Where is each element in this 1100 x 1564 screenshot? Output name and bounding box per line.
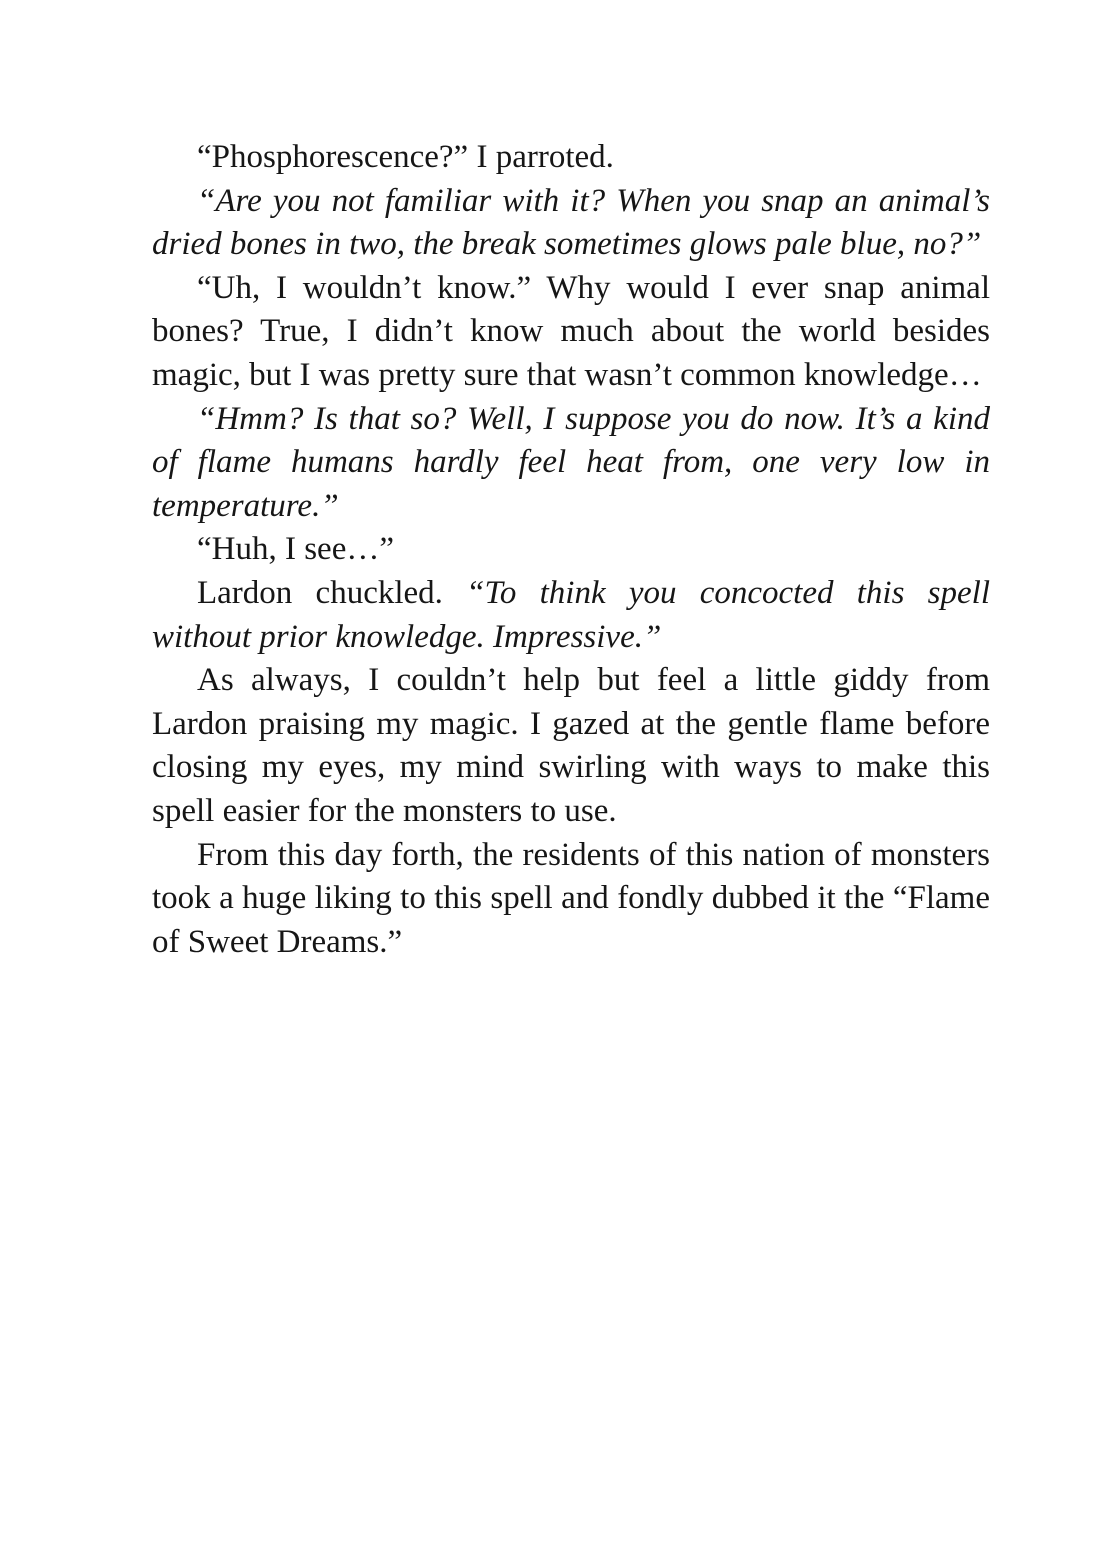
text-segment: “Are you not familiar with it? When you snap an animal’s dried bones in two, the break sometimes glows pale blue, no?”	[152, 182, 990, 263]
text-segment: “Hmm? Is that so? Well, I suppose you do now. It’s a kind of flame humans hardly feel heat from, one very low in temperature.”	[152, 400, 990, 524]
paragraph-3	[152, 267, 990, 398]
text-segment: As always, I couldn’t help but feel a little giddy from Lardon praising my magic. I gazed at the gentle flame before closing my eyes, my mind swirling with ways to make this spell easier for the monsters to use.	[152, 662, 990, 829]
text-segment: “Huh, I see…”	[197, 531, 395, 568]
text-segment: “Phosphorescence?” I parroted.	[197, 139, 614, 175]
paragraph-6	[152, 572, 990, 659]
paragraph-8	[152, 834, 990, 965]
text-segment: Lardon chuckled.	[197, 574, 467, 611]
text-segment: “Uh, I wouldn’t know.” Why would I ever snap animal bones? True, I didn’t know much about the world besides magic, but I was pretty sure that wasn’t common knowledge…	[152, 269, 990, 393]
paragraph-7	[152, 659, 990, 833]
text-segment: “To think you concocted this spell without prior knowledge. Impressive.”	[152, 574, 991, 655]
paragraph-4	[152, 398, 990, 529]
paragraph-1	[152, 136, 990, 180]
paragraph-5	[152, 528, 990, 572]
text-segment: From this day forth, the residents of this nation of monsters took a huge liking to this spell and fondly dubbed it the “Flame of Sweet Dreams.”	[152, 836, 990, 960]
paragraph-2	[152, 180, 990, 267]
page-text-block	[152, 136, 990, 964]
